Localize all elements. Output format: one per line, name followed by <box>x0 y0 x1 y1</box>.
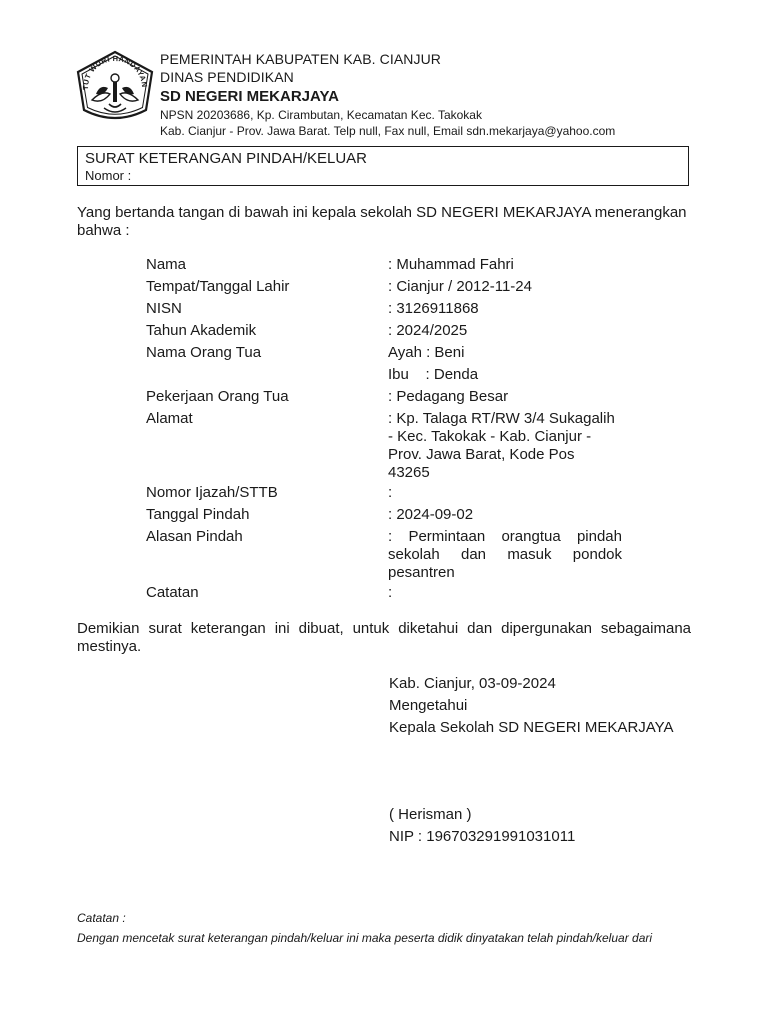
field-value: : Pedagang Besar <box>388 388 509 405</box>
field-value: : 2024-09-02 <box>388 506 474 523</box>
letterhead-address-line1: NPSN 20203686, Kp. Cirambutan, Kecamatan Kec. Takokak <box>160 108 482 122</box>
svg-text:TUT WURI HANDAYANI: TUT WURI HANDAYAN <box>80 53 150 91</box>
signature-nip: NIP : 196703291991031011 <box>389 828 576 845</box>
field-value: : Permintaan orangtua pindah sekolah dan masuk pondok pesantren <box>388 528 622 581</box>
footnote-label: Catatan : <box>77 911 126 925</box>
signature-position: Kepala Sekolah SD NEGERI MEKARJAYA <box>389 719 674 736</box>
field-label: Nama Orang Tua <box>146 344 262 361</box>
field-value: : Muhammad Fahri <box>388 256 514 273</box>
letter-title-box <box>77 146 689 186</box>
field-value: : 2024/2025 <box>388 322 468 339</box>
field-label: Tahun Akademik <box>146 322 257 339</box>
field-label: Pekerjaan Orang Tua <box>146 388 289 405</box>
field-label: Alamat <box>146 410 193 427</box>
field-value: : <box>388 584 393 601</box>
letterhead-government: PEMERINTAH KABUPATEN KAB. CIANJUR <box>160 51 442 67</box>
closing-paragraph: Demikian surat keterangan ini dibuat, untuk diketahui dan dipergunakan sebagaimana mestinya. <box>77 620 691 655</box>
letterhead <box>160 50 760 139</box>
field-value-ayah: Ayah : Beni <box>388 344 465 361</box>
letterhead-school-name: SD NEGERI MEKARJAYA <box>160 88 339 105</box>
signature-name: ( Herisman ) <box>389 806 472 823</box>
intro-paragraph: Yang bertanda tangan di bawah ini kepala sekolah SD NEGERI MEKARJAYA menerangkan bahwa : <box>77 204 687 239</box>
tut-wuri-handayani-logo-icon <box>76 50 154 124</box>
letter-number: Nomor : <box>85 168 132 183</box>
field-label: Tanggal Pindah <box>146 506 250 523</box>
field-label: Nomor Ijazah/STTB <box>146 484 278 501</box>
field-label: Tempat/Tanggal Lahir <box>146 278 290 295</box>
field-value-ibu: Ibu : Denda <box>388 366 479 383</box>
field-label: Catatan <box>146 584 199 601</box>
signature-place-date: Kab. Cianjur, 03-09-2024 <box>389 675 556 692</box>
field-value: : Cianjur / 2012-11-24 <box>388 278 532 295</box>
footnote-text: Dengan mencetak surat keterangan pindah/keluar ini maka peserta didik dinyatakan telah pindah/keluar dari <box>77 931 653 945</box>
field-label: Alasan Pindah <box>146 528 243 545</box>
letter-title: SURAT KETERANGAN PINDAH/KELUAR <box>85 150 368 167</box>
letterhead-address-line2: Kab. Cianjur - Prov. Jawa Barat. Telp null, Fax null, Email sdn.mekarjaya@yahoo.com <box>160 124 616 138</box>
field-label: NISN <box>146 300 182 317</box>
field-value: : Kp. Talaga RT/RW 3/4 Sukagalih - Kec. Takokak - Kab. Cianjur - Prov. Jawa Barat, Kode Pos 43265 <box>388 410 615 481</box>
signature-mengetahui: Mengetahui <box>389 697 468 714</box>
field-value: : <box>388 484 393 501</box>
field-value: : 3126911868 <box>388 300 479 317</box>
field-label: Nama <box>146 256 187 273</box>
letterhead-department: DINAS PENDIDIKAN <box>160 69 294 85</box>
